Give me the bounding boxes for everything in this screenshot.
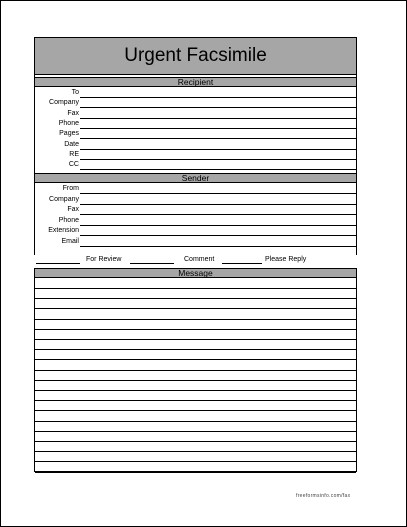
sender-field-label: Extension	[48, 227, 79, 235]
sender-field-label: Fax	[67, 206, 79, 214]
recipient-field-label: To	[71, 89, 79, 96]
sender-field-row	[34, 184, 357, 194]
message-line	[35, 451, 356, 452]
sender-field-row	[34, 195, 357, 205]
review-option-for-review: For Review	[86, 256, 122, 263]
recipient-field-row	[34, 140, 357, 150]
recipient-field-input-line[interactable]	[80, 169, 357, 170]
message-line	[35, 308, 356, 309]
recipient-field-row	[34, 88, 357, 98]
recipient-field-row	[34, 150, 357, 160]
review-checkbox-blank[interactable]	[36, 263, 80, 264]
sender-field-label: From	[62, 185, 79, 192]
message-line	[35, 319, 356, 320]
message-line	[35, 298, 356, 299]
message-line	[35, 472, 356, 473]
review-options-row	[34, 254, 357, 266]
recipient-field-label: Date	[64, 140, 79, 148]
message-box[interactable]	[34, 278, 357, 472]
message-line	[35, 390, 356, 391]
recipient-field-label: Fax	[67, 109, 79, 117]
sender-field-label: Email	[61, 238, 79, 245]
message-line	[35, 370, 356, 371]
message-line	[35, 349, 356, 350]
comment-checkbox-blank[interactable]	[130, 263, 174, 264]
recipient-field-row	[34, 109, 357, 119]
recipient-field-label: Pages	[59, 130, 79, 138]
recipient-field-label: Phone	[58, 119, 79, 127]
recipient-field-row	[34, 119, 357, 129]
message-line	[35, 421, 356, 422]
message-heading: Message	[34, 268, 357, 278]
message-line	[35, 441, 356, 442]
review-option-comment: Comment	[184, 256, 215, 263]
sender-field-row	[34, 216, 357, 226]
footer-watermark: freeformsinfo.com/fax	[296, 493, 351, 499]
message-line	[35, 400, 356, 401]
sender-field-input-line[interactable]	[80, 246, 357, 247]
sender-field-label: Company	[49, 195, 79, 203]
recipient-field-row	[34, 129, 357, 139]
sender-field-row	[34, 237, 357, 247]
message-line	[35, 288, 356, 289]
message-line	[35, 329, 356, 330]
sender-field-row	[34, 226, 357, 236]
recipient-field-label: RE	[69, 150, 79, 158]
message-line	[35, 359, 356, 360]
form-title: Urgent Facsimile	[34, 37, 357, 75]
message-line	[35, 410, 356, 411]
sender-field-row	[34, 205, 357, 215]
sender-heading: Sender	[34, 173, 357, 183]
recipient-field-row	[34, 98, 357, 108]
message-line	[35, 380, 356, 381]
message-line	[35, 339, 356, 340]
sender-field-label: Phone	[58, 216, 79, 224]
message-line	[35, 431, 356, 432]
review-option-please-reply: Please Reply	[265, 256, 307, 263]
reply-checkbox-blank[interactable]	[222, 263, 262, 264]
message-line	[35, 461, 356, 462]
recipient-field-row	[34, 160, 357, 170]
recipient-field-label: CC	[68, 161, 79, 169]
recipient-field-label: Company	[49, 99, 79, 107]
recipient-heading: Recipient	[34, 77, 357, 87]
